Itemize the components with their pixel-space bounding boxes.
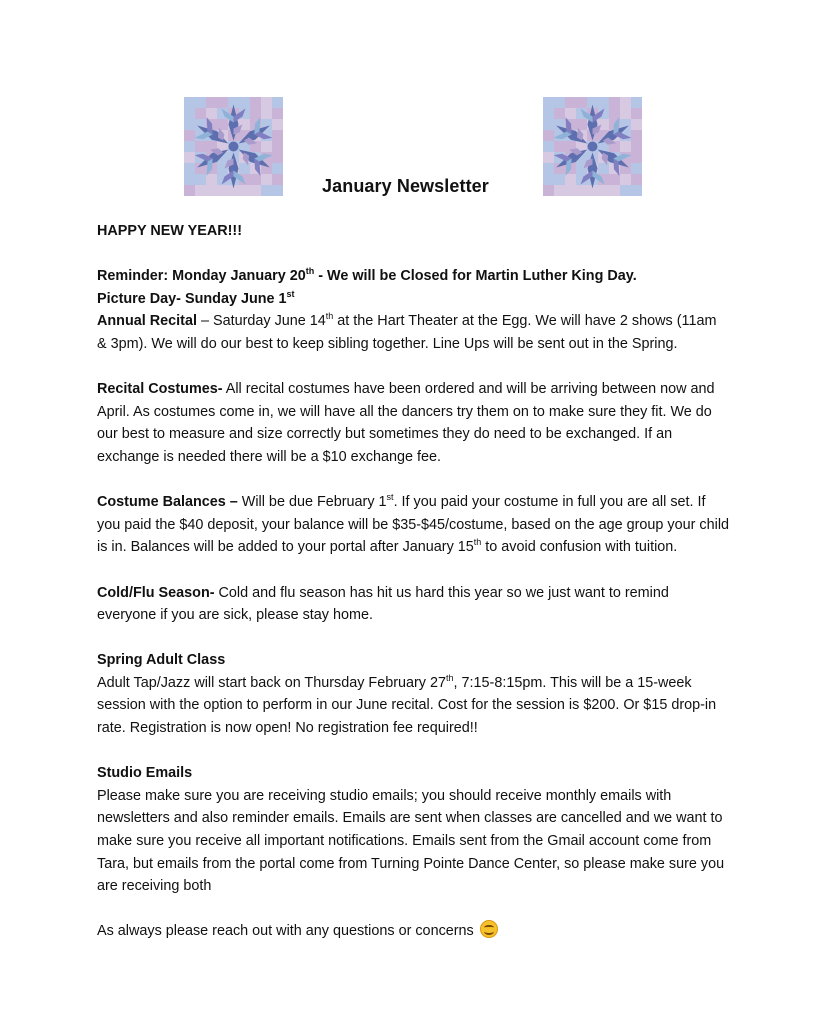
adult-class-paragraph: Adult Tap/Jazz will start back on Thursday February 27th, 7:15-8:15pm. This will be a 15-week session with the option to perform in our June recital. Cost for the session is $200. Or $15 drop-in rate. Registration is now open! No registration fee required!!: [97, 672, 717, 737]
reminder-line: Reminder: Monday January 20th - We will be Closed for Martin Luther King Day.: [97, 266, 637, 285]
newsletter-body: [97, 220, 729, 943]
greeting: HAPPY NEW YEAR!!!: [97, 223, 242, 239]
snowflake-quilt-icon: [543, 97, 642, 196]
closing-line: As always please reach out with any questions or concerns: [97, 920, 729, 943]
annual-recital-paragraph: Annual Recital – Saturday June 14th at the Hart Theater at the Egg. We will have 2 shows (11am & 3pm). We will do our best to keep sibling together. Line Ups will be sent out in the Spring.: [97, 311, 717, 352]
recital-costumes-paragraph: Recital Costumes- All recital costumes have been ordered and will be arriving between now and April. As costumes come in, we will have all the dancers try them on to make sure they fit. We do our best to measure and size correctly but sometimes they do need to be exchanged. If an exchange is needed there will be a $10 exchange fee.: [97, 381, 715, 465]
studio-emails-paragraph: Please make sure you are receiving studio emails; you should receive monthly emails with newsletters and also reminder emails. Emails are sent when classes are cancelled and we want to make sure you receive all important notifications. Emails sent from the Gmail account come from Tara, but emails from the portal come from Turning Pointe Dance Center, so please make sure you are receiving both: [97, 787, 725, 895]
snowflake-quilt-icon: [184, 97, 283, 196]
adult-class-heading: Spring Adult Class: [97, 652, 226, 669]
studio-emails-heading: Studio Emails: [97, 765, 193, 782]
picture-day-line: Picture Day- Sunday June 1st: [97, 288, 295, 307]
costume-balances-paragraph: Costume Balances – Will be due February 1st. If you paid your costume in full you are all set. If you paid the $40 deposit, your balance will be $35-$45/costume, based on the age group your child is in. Balances will be added to your portal after January 15th to avoid confusion with tuition.: [97, 492, 730, 556]
page-title: January Newsletter: [322, 176, 489, 196]
cold-flu-paragraph: Cold/Flu Season- Cold and flu season has hit us hard this year so we just want to remind everyone if you are sick, please stay home.: [97, 584, 669, 624]
smiling-face-icon: [480, 920, 498, 938]
